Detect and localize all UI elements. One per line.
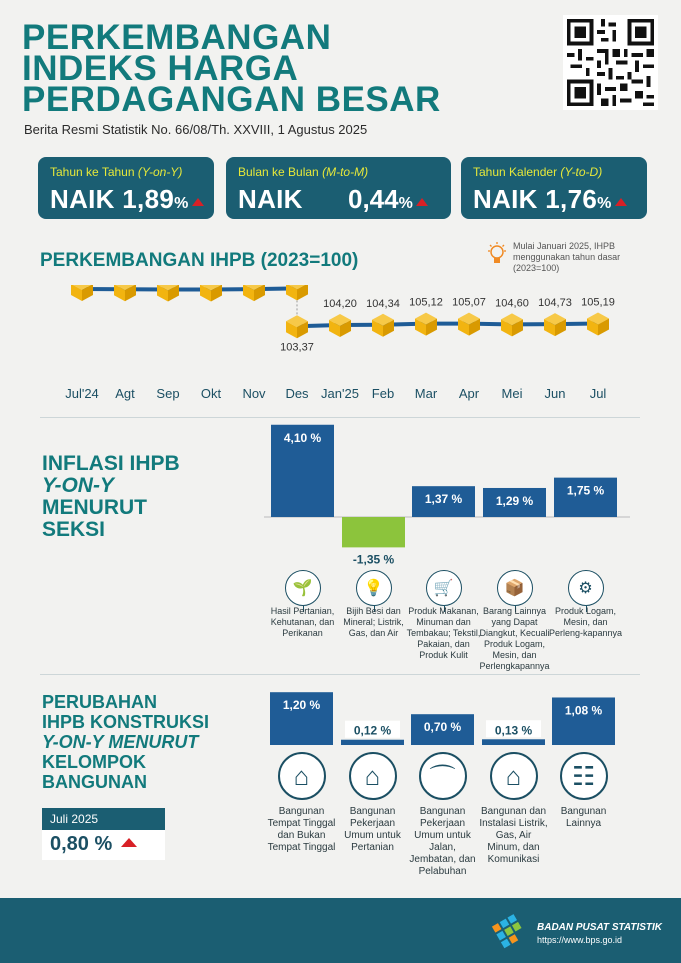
rail-icon: ☷: [560, 752, 608, 800]
seksi-bar-label: 1,37 %: [424, 492, 463, 507]
bulb-icon: 💡: [356, 570, 392, 606]
house-icon: ⌂: [278, 752, 326, 800]
seksi-caption: Barang Lainnya yang Dapat Diangkut, Kecuali Produk Logam, Mesin, dan Perlengkapannya: [479, 606, 550, 671]
data-point: [329, 314, 351, 337]
data-label: 104,73: [538, 297, 572, 310]
x-tick-label: Sep: [156, 386, 180, 401]
x-tick-label: Okt: [200, 386, 222, 401]
card-ytd-label-em: (Y-to-D): [560, 165, 603, 179]
title-line-1: PERKEMBANGAN: [22, 18, 332, 57]
data-point: [286, 315, 308, 338]
x-tick-label: Mar: [414, 386, 438, 401]
gears-icon: ⚙: [568, 570, 604, 606]
data-label: 105,19: [581, 296, 615, 309]
data-label: 105,07: [452, 296, 486, 309]
data-point: [415, 313, 437, 336]
seksi-caption: Produk Logam, Mesin, dan Perleng-kapannya: [548, 606, 623, 638]
footer-url[interactable]: https://www.bps.go.id: [537, 935, 623, 945]
konstruksi-bar-label: 1,20 %: [282, 698, 321, 713]
card-yoy: [38, 157, 214, 219]
data-point: [157, 285, 179, 302]
inflasi-title-line-1: INFLASI IHPB: [42, 452, 180, 475]
card-yoy-label-em: (Y-on-Y): [137, 165, 183, 179]
data-point: [544, 313, 566, 336]
inflasi-title-line-3: MENURUT: [42, 496, 147, 519]
ihpb-section-title: PERKEMBANGAN IHPB (2023=100): [40, 250, 359, 271]
card-ytd-value: 1,76: [545, 184, 598, 214]
konstruksi-bar: [341, 740, 404, 745]
data-label: 104,20: [323, 298, 357, 310]
card-ytd-label: Tahun Kalender: [473, 165, 558, 179]
up-arrow-icon: [615, 198, 627, 206]
up-arrow-icon: [416, 198, 428, 206]
page-title: [22, 18, 441, 119]
data-point: [458, 313, 480, 336]
x-tick-label: Jun: [544, 386, 566, 401]
up-arrow-icon: [192, 198, 204, 206]
card-mtm: [226, 157, 451, 219]
greenhouse-icon: ⌂: [349, 752, 397, 800]
footer-org: BADAN PUSAT STATISTIK: [537, 922, 662, 933]
seksi-bar-label: -1,35 %: [352, 552, 395, 567]
utility-icon: ⌂: [490, 752, 538, 800]
bps-logo-icon: [490, 910, 530, 950]
konstruksi-caption: Bangunan dan Instalasi Listrik, Gas, Air Minum, dan Komunikasi: [479, 806, 548, 865]
seksi-bar-chart: [0, 420, 681, 570]
konstruksi-title-line-4: KELOMPOK: [42, 752, 147, 772]
card-ytd: [461, 157, 647, 219]
title-line-2: INDEKS HARGA: [22, 49, 299, 88]
data-point: [372, 314, 394, 337]
card-mtm-value: 0,44: [348, 184, 399, 214]
lightbulb-icon: [486, 241, 508, 267]
x-tick-label: Mei: [501, 386, 523, 401]
data-point: [587, 312, 609, 335]
box-icon: 📦: [497, 570, 533, 606]
konstruksi-bar-label: 0,13 %: [494, 723, 533, 738]
inflasi-title-line-4: SEKSI: [42, 518, 106, 541]
card-mtm-direction: NAIK: [238, 184, 303, 214]
seksi-caption: Hasil Pertanian, Kehutanan, dan Perikanan: [270, 606, 335, 638]
x-tick-label: Des: [285, 386, 309, 401]
plant-icon: 🌱: [285, 570, 321, 606]
konstruksi-title-line-5: BANGUNAN: [42, 772, 147, 792]
konstruksi-caption: Bangunan Pekerjaan Umum untuk Jalan, Jembatan, dan Pelabuhan: [409, 806, 476, 877]
x-tick-label: Feb: [371, 386, 395, 401]
konstruksi-bar: [482, 739, 545, 745]
seksi-bar: [342, 517, 405, 547]
cart-icon: 🛒: [426, 570, 462, 606]
data-point: [286, 285, 308, 300]
card-mtm-label: Bulan ke Bulan: [238, 165, 319, 179]
seksi-bar-label: 1,29 %: [495, 493, 534, 508]
page-subtitle: Berita Resmi Statistik No. 66/08/Th. XXVIII, 1 Agustus 2025: [24, 122, 368, 137]
data-point: [71, 285, 93, 301]
card-ytd-direction: NAIK: [473, 184, 538, 214]
seksi-bar-label: 1,75 %: [566, 483, 605, 498]
data-label: 105,12: [409, 296, 443, 309]
data-label: 103,37: [280, 341, 314, 354]
konstruksi-bar-label: 1,08 %: [564, 703, 603, 718]
konstruksi-caption: Bangunan Pekerjaan Umum untuk Pertanian: [344, 806, 401, 853]
x-tick-label: Jul: [589, 386, 607, 401]
up-arrow-icon: [121, 838, 137, 847]
x-tick-label: Nov: [242, 386, 266, 401]
konstruksi-caption: Bangunan Tempat Tinggal dan Bukan Tempat Tinggal: [267, 806, 336, 853]
seksi-bar-label: 4,10 %: [283, 430, 322, 445]
card-yoy-unit: %: [174, 195, 189, 212]
card-mtm-label-em: (M-to-M): [322, 165, 369, 179]
card-ytd-unit: %: [597, 195, 612, 212]
konstruksi-title-line-3: Y-ON-Y MENURUT: [42, 732, 199, 752]
bridge-icon: ⌒: [419, 752, 467, 800]
juli-value: 0,80 %: [50, 833, 113, 855]
base-year-note: Mulai Januari 2025, IHPB menggunakan tahun dasar (2023=100): [513, 241, 621, 273]
section-divider: [40, 417, 640, 418]
juli-label: Juli 2025: [42, 808, 165, 830]
seksi-caption: Bijih Besi dan Mineral; Listrik, Gas, dan Air: [343, 606, 404, 638]
konstruksi-bar-label: 0,12 %: [353, 723, 392, 738]
card-yoy-direction: NAIK: [50, 184, 115, 214]
data-point: [243, 285, 265, 301]
juli-indicator: [42, 808, 165, 860]
data-point: [200, 285, 222, 302]
data-point: [114, 285, 136, 301]
inflasi-title-line-2: Y-ON-Y: [42, 474, 114, 497]
card-mtm-unit: %: [398, 195, 413, 212]
x-tick-label: Agt: [115, 386, 135, 401]
data-label: 104,60: [495, 297, 529, 310]
section-divider: [40, 674, 640, 675]
data-label: 104,34: [366, 297, 400, 310]
x-tick-label: Apr: [458, 386, 480, 401]
x-tick-label: Jul'24: [65, 386, 99, 401]
seksi-caption: Produk Makanan, Minuman dan Tembakau; Tekstil, Pakaian, dan Produk Kulit: [406, 606, 481, 660]
title-line-3: PERDAGANGAN BESAR: [22, 80, 441, 119]
card-yoy-label: Tahun ke Tahun: [50, 165, 135, 179]
konstruksi-title-line-2: IHPB KONSTRUKSI: [42, 712, 210, 732]
konstruksi-bar-label: 0,70 %: [423, 720, 462, 735]
ihpb-trend-chart: [0, 285, 681, 410]
konstruksi-bar-chart: [0, 690, 681, 750]
qr-code-icon[interactable]: [563, 15, 658, 110]
data-point: [501, 313, 523, 336]
konstruksi-title-line-1: PERUBAHAN: [42, 692, 158, 712]
konstruksi-caption: Bangunan Lainnya: [560, 806, 607, 829]
card-yoy-value: 1,89: [122, 184, 175, 214]
x-tick-label: Jan'25: [321, 386, 359, 401]
